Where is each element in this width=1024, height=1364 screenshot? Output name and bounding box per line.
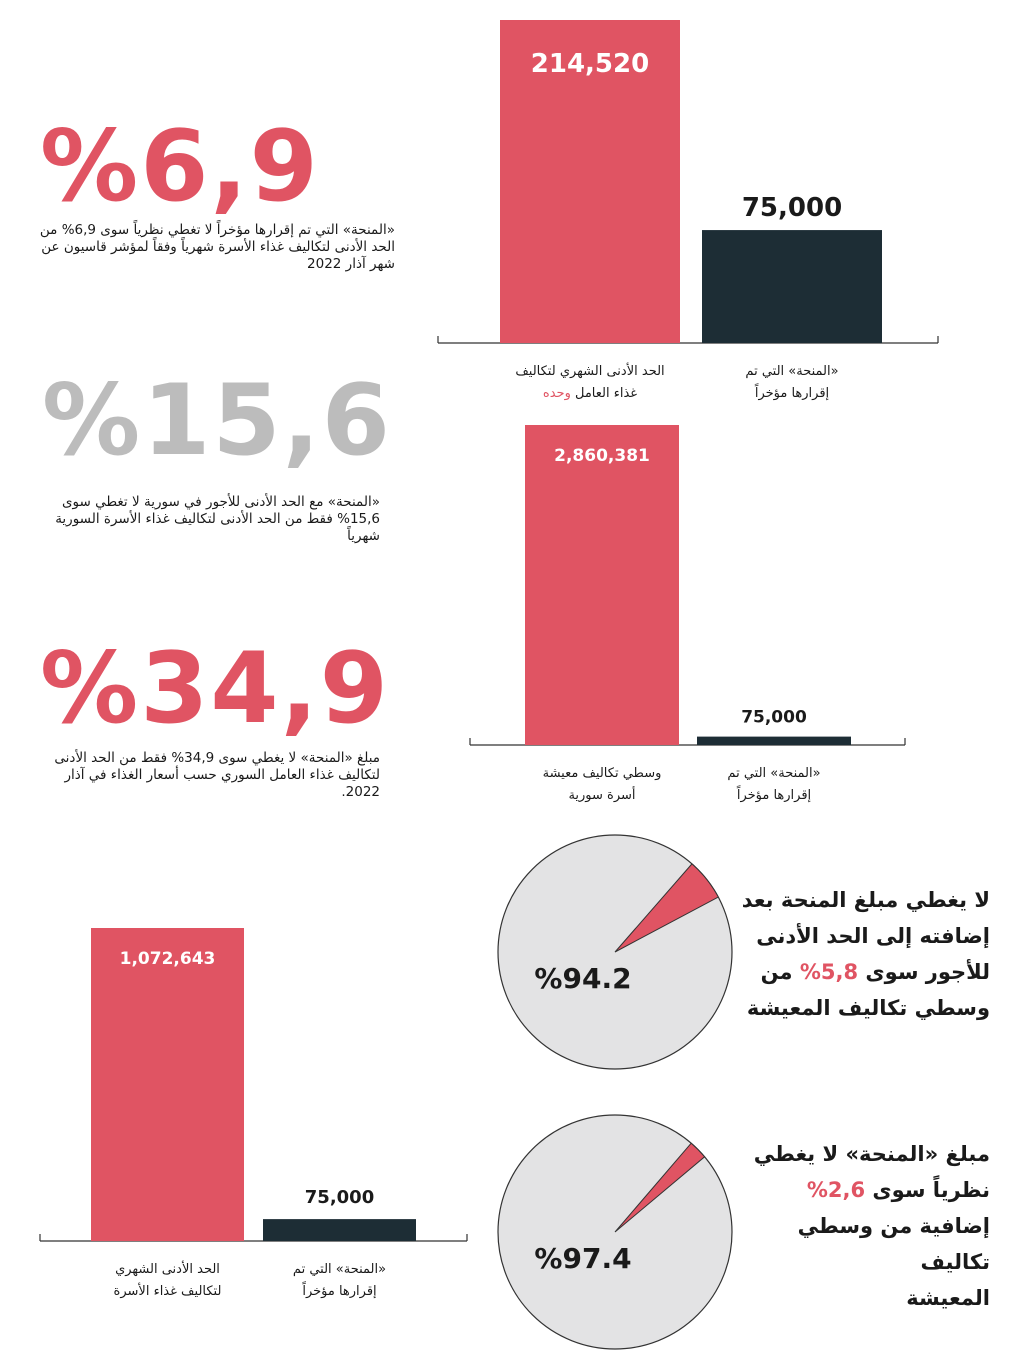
bar-value-label: 214,520 [530, 49, 650, 79]
bar-grant [263, 1219, 416, 1241]
pie-chart-living-cost-coverage [495, 832, 735, 1072]
bar-chart-family-food [35, 915, 475, 1325]
stat-value-1: %6,9 [40, 110, 320, 224]
pie1-caption-line-4: وسطي تكاليف المعيشة [746, 996, 990, 1020]
category-label-part: غذاء العامل [570, 386, 638, 401]
category-label-highlight: وحده [542, 386, 571, 401]
pie-center-label: %97.4 [534, 1242, 632, 1275]
stat-text-3: مبلغ «المنحة» لا يغطي سوى 34,9% فقط من الحد الأدنى لتكاليف غذاء العامل السوري حسب أسعار الغذاء في آذار 2022. [54, 750, 380, 800]
pie1-caption-line-2: إضافته إلى الحد الأدنى [756, 924, 990, 948]
pie2-caption-line-2: نظرياً سوى 2,6% [806, 1178, 990, 1202]
pie1-caption-line-3: للأجور سوى 5,8% من [760, 960, 990, 984]
category-label [543, 386, 637, 401]
pie-caption-1 [740, 882, 990, 1026]
bar-value-label: 1,072,643 [119, 949, 216, 969]
bar-grant [702, 230, 882, 343]
stat-value-2: %15,6 [42, 364, 392, 478]
category-label: إقرارها مؤخراً [302, 1284, 377, 1299]
stat-text-1: «المنحة» التي تم إقرارها مؤخراً لا تغطي نظرياً سوى 6,9% من الحد الأدنى لتكاليف غذاء الأسرة شهرياً وفقاً لمؤشر قاسيون عن شهر آذار 2022 [39, 222, 395, 272]
pie-caption-2 [740, 1136, 990, 1316]
stat-value-3: %34,9 [40, 632, 390, 746]
bar-value-label: 2,860,381 [554, 446, 650, 466]
bar-chart-worker-food [430, 10, 950, 410]
category-label: إقرارها مؤخراً [736, 788, 812, 803]
bar-value-label: 75,000 [741, 707, 807, 728]
bar-chart-family-living-cost [465, 415, 915, 815]
stat-text-2: «المنحة» مع الحد الأدنى للأجور في سورية لا تغطي سوى 15,6% فقط من الحد الأدنى لتكاليف غذاء الأسرة السورية شهرياً [55, 494, 380, 544]
bar-benchmark [91, 928, 244, 1241]
bar-value-label: 75,000 [304, 1187, 375, 1209]
pie1-caption-line-1: لا يغطي مبلغ المنحة بعد [741, 888, 990, 912]
pie2-caption-line-4: المعيشة [906, 1286, 990, 1310]
category-label: الحد الأدنى الشهري لتكاليف [515, 364, 665, 379]
pie1-highlight: 5,8% [799, 960, 859, 984]
pie-chart-grant-coverage [495, 1112, 735, 1352]
category-label: أسرة سورية [568, 788, 636, 803]
category-label: «المنحة» التي تم [745, 364, 839, 379]
category-label: «المنحة» التي تم [292, 1262, 387, 1277]
pie-center-label: %94.2 [534, 962, 632, 995]
category-label: لتكاليف غذاء الأسرة [113, 1284, 222, 1299]
category-label: وسطي تكاليف معيشة [542, 766, 662, 781]
category-label: إقرارها مؤخراً [754, 386, 830, 401]
category-label: الحد الأدنى الشهري [115, 1262, 220, 1277]
bar-grant [697, 737, 851, 745]
bar-benchmark [525, 425, 679, 745]
category-label: «المنحة» التي تم [727, 766, 821, 781]
pie2-caption-line-3: إضافية من وسطي تكاليف [797, 1214, 990, 1274]
bar-value-label: 75,000 [741, 193, 843, 224]
pie2-caption-line-1: مبلغ «المنحة» لا يغطي [753, 1142, 990, 1166]
pie2-highlight: 2,6% [806, 1178, 866, 1202]
